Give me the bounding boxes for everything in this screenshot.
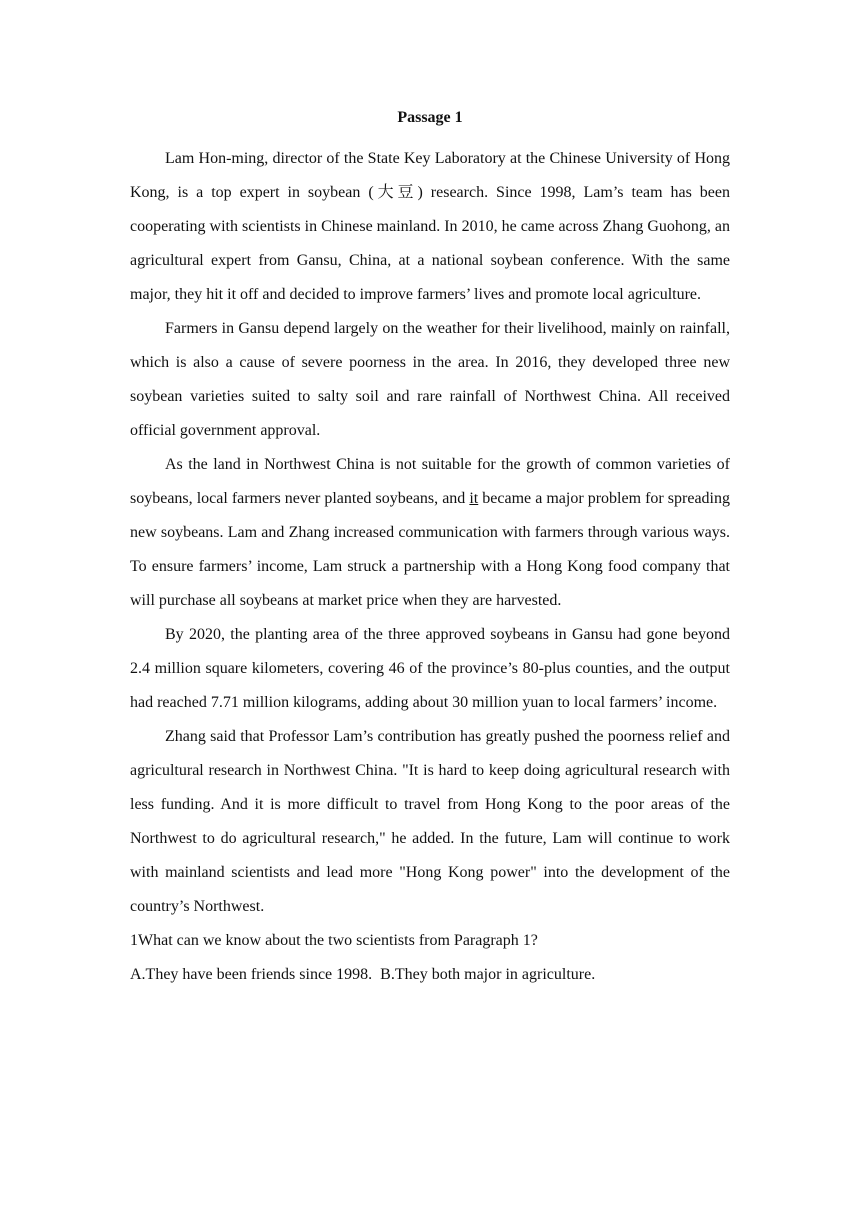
paragraph-3-text-after: became a major problem for spreading new soybeans. Lam and Zhang increased communication with farmers through various ways. To ensure farmers’ income, Lam struck a partnership with a Hong Kong food company that will purchase all soybeans at market price when they are harvested.	[130, 490, 731, 609]
option-a: A.They have been friends since 1998.	[130, 966, 373, 983]
document-page	[130, 108, 730, 992]
underlined-word: it	[469, 490, 479, 507]
question-1: 1What can we know about the two scientists from Paragraph 1?	[130, 932, 538, 949]
question-1-options	[130, 958, 730, 992]
paragraph-5: Zhang said that Professor Lam’s contribution has greatly pushed the poorness relief and agricultural research in Northwest China. "It is hard to keep doing agricultural research with less funding. And it is more difficult to travel from Hong Kong to the poor areas of the Northwest to do agricultural research," he added. In the future, Lam will continue to work with mainland scientists and lead more "Hong Kong power" into the development of the country’s Northwest.	[130, 728, 730, 915]
paragraph-1: Lam Hon-ming, director of the State Key Laboratory at the Chinese University of Hong Kong, is a top expert in soybean (大豆) research. Since 1998, Lam’s team has been cooperating with scientists in Chinese mainland. In 2010, he came across Zhang Guohong, an agricultural expert from Gansu, China, at a national soybean conference. With the same major, they hit it off and decided to improve farmers’ lives and promote local agriculture.	[130, 150, 730, 303]
paragraph-3	[130, 448, 730, 618]
paragraph-4: By 2020, the planting area of the three approved soybeans in Gansu had gone beyond 2.4 million square kilometers, covering 46 of the province’s 80-plus counties, and the output had reached 7.71 million kilograms, adding about 30 million yuan to local farmers’ income.	[130, 626, 730, 711]
paragraph-3-text-before: As the land in Northwest China is not suitable for the growth of common varieties of soybeans, local farmers never planted soybeans, and	[130, 456, 730, 507]
passage-title: Passage 1	[397, 109, 463, 126]
paragraph-2: Farmers in Gansu depend largely on the weather for their livelihood, mainly on rainfall, which is also a cause of severe poorness in the area. In 2016, they developed three new soybean varieties suited to salty soil and rare rainfall of Northwest China. All received official government approval.	[130, 320, 730, 439]
option-b: B.They both major in agriculture.	[380, 966, 596, 983]
